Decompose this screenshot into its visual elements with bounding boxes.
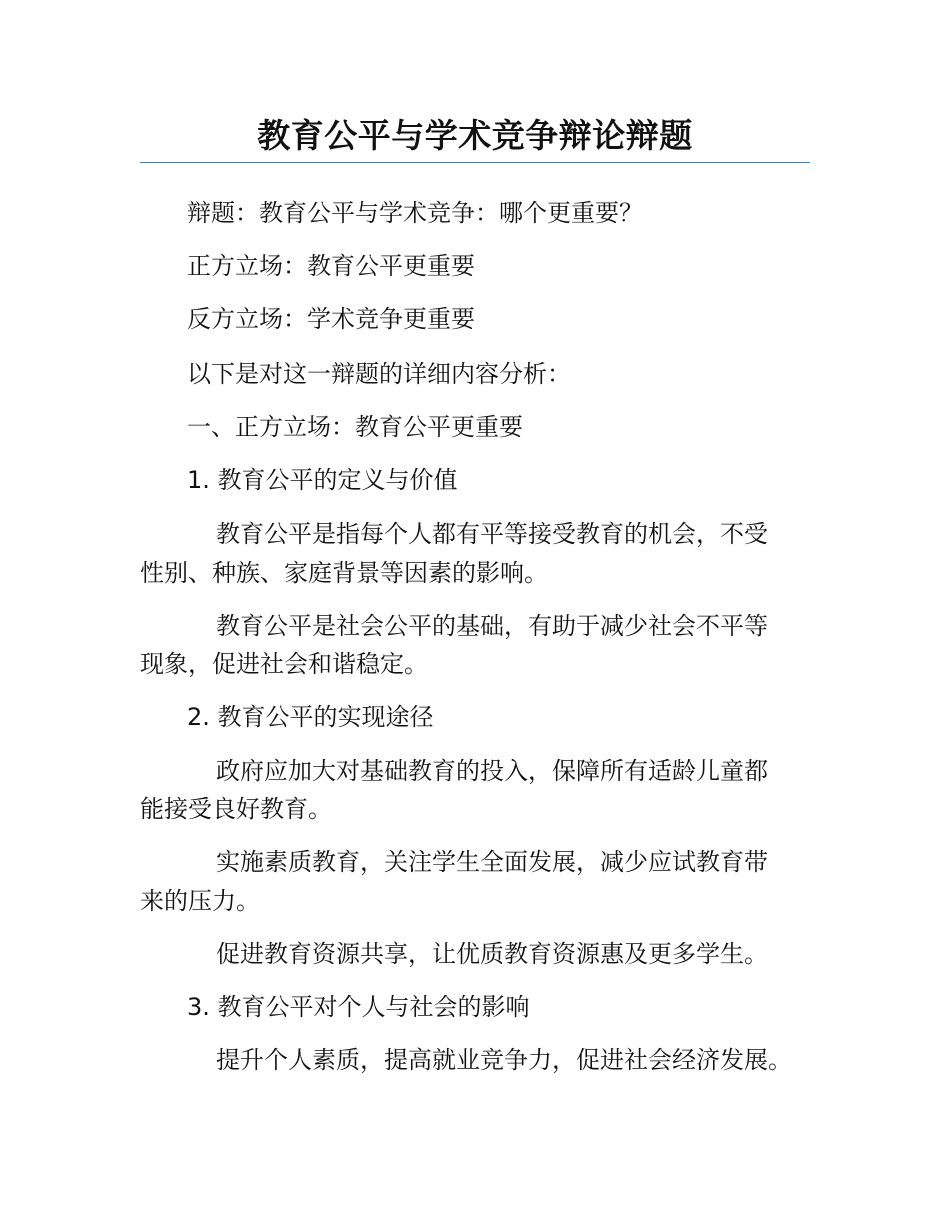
paragraph-line: 政府应加大对基础教育的投入，保障所有适龄儿童都 (216, 757, 768, 785)
paragraph-line: 能接受良好教育。 (140, 795, 332, 823)
paragraph-line: 实施素质教育，关注学生全面发展，减少应试教育带 (216, 848, 768, 876)
subheading-3: 3. 教育公平对个人与社会的影响 (187, 993, 530, 1021)
paragraph-line: 教育公平是指每个人都有平等接受教育的机会，不受 (216, 520, 768, 548)
paragraph-line: 教育公平是社会公平的基础，有助于减少社会不平等 (216, 612, 768, 640)
document-title: 教育公平与学术竞争辩论辩题 (257, 116, 693, 155)
paragraph-line: 性别、种族、家庭背景等因素的影响。 (140, 559, 548, 587)
section-heading-1: 一、正方立场：教育公平更重要 (187, 413, 523, 441)
title-underline (140, 162, 810, 163)
analysis-intro: 以下是对这一辩题的详细内容分析： (187, 360, 571, 388)
negative-position: 反方立场：学术竞争更重要 (187, 305, 475, 333)
debate-topic: 辩题：教育公平与学术竞争：哪个更重要？ (187, 199, 643, 227)
paragraph-line: 现象，促进社会和谐稳定。 (140, 650, 428, 678)
paragraph-line: 促进教育资源共享，让优质教育资源惠及更多学生。 (216, 940, 768, 968)
subheading-1: 1. 教育公平的定义与价值 (187, 466, 458, 494)
subheading-2: 2. 教育公平的实现途径 (187, 703, 434, 731)
affirmative-position: 正方立场：教育公平更重要 (187, 252, 475, 280)
paragraph-line: 提升个人素质，提高就业竞争力，促进社会经济发展。 (216, 1046, 792, 1074)
paragraph-line: 来的压力。 (140, 887, 260, 915)
